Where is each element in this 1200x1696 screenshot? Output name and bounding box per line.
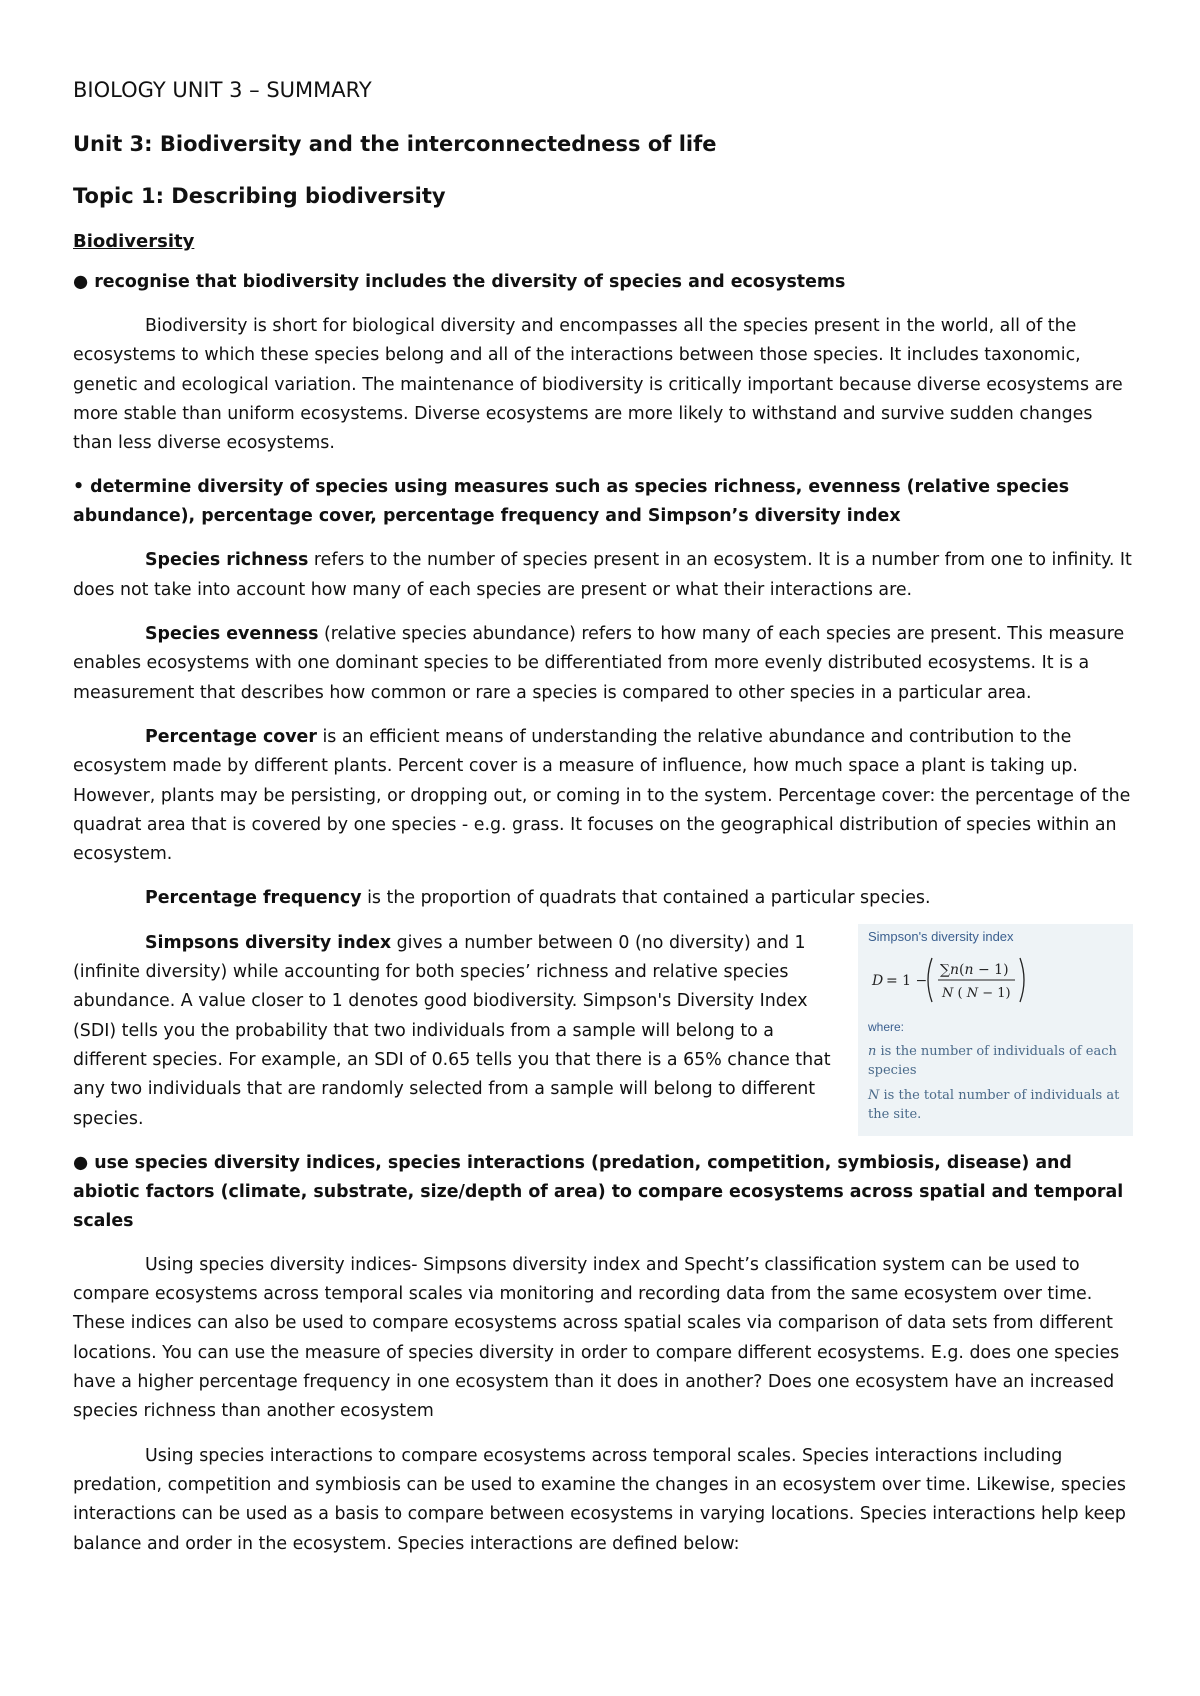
term-species-richness: Species richness bbox=[145, 550, 309, 571]
formula-equals-one-minus: = 1 − bbox=[886, 973, 928, 990]
simpson-formula-image bbox=[858, 924, 1133, 1136]
paragraph-diversity-indices: Using species diversity indices- Simpsons diversity index and Specht’s classification system can be used to compare ecosystems across temporal scales via monitoring and recording data from the same ecosystem over time. These indices can also be used to compare ecosystems across spatial scales via comparison of data sets from different locations. You can use the measure of species diversity in order to compare different ecosystems. E.g. does one species have a higher percentage frequency in one ecosystem than it does in another? Does one ecosystem have an increased species richness than another ecosystem bbox=[73, 1254, 1120, 1422]
document-title: BIOLOGY UNIT 3 – SUMMARY bbox=[73, 78, 372, 102]
paragraph-species-interactions: Using species interactions to compare ecosystems across temporal scales. Species interactions including predation, competition and symbiosis can be used to examine the changes in an ecosystem over time. Likewise, species interactions can be used as a basis to compare between ecosystems in varying locations. Species interactions help keep balance and order in the ecosystem. Species interactions are defined below: bbox=[73, 1445, 1126, 1554]
paragraph-biodiversity: Biodiversity is short for biological diversity and encompasses all the species present in the world, all of the ecosystems to which these species belong and all of the interactions between those species. It includes taxonomic, genetic and ecological variation. The maintenance of biodiversity is critically important because diverse ecosystems are more stable than uniform ecosystems. Diverse ecosystems are more likely to withstand and survive sudden changes than less diverse ecosystems. bbox=[73, 316, 1123, 454]
term-percentage-cover: Percentage cover bbox=[145, 726, 317, 747]
paragraph-species-richness bbox=[73, 546, 1133, 605]
formula-N-definition bbox=[868, 1086, 1126, 1124]
section-heading: Biodiversity bbox=[73, 231, 195, 252]
paragraph-species-evenness bbox=[73, 620, 1133, 708]
species-evenness-text: (relative species abundance) refers to how many of each species are present. This measure enables ecosystems with one dominant species to be differentiated from more evenly distributed ecosystems. It is a measurement that describes how common or rare a species is compared to other species in a particular area. bbox=[73, 624, 1125, 703]
paragraph-percentage-cover bbox=[73, 723, 1133, 869]
document-page bbox=[73, 72, 1133, 1574]
topic-heading: Topic 1: Describing biodiversity bbox=[73, 184, 446, 208]
formula-title: Simpson's diversity index bbox=[868, 929, 1014, 945]
bullet-point-3: ● use species diversity indices, species interactions (predation, competition, symbiosis, disease) and abiotic factors (climate, substrate, size/depth of area) to compare ecosystems across spatial and temporal scales bbox=[73, 1152, 1124, 1231]
term-species-evenness: Species evenness bbox=[145, 624, 319, 645]
formula-denominator: N ( N − 1) bbox=[942, 986, 1011, 1002]
formula-n-variable: n bbox=[868, 1044, 877, 1060]
formula-lhs: D bbox=[872, 973, 884, 990]
formula-numerator: ∑n(n − 1) bbox=[940, 962, 1009, 979]
formula-left-paren bbox=[928, 958, 932, 1002]
formula-where-label: where: bbox=[868, 1020, 905, 1035]
bullet-point-2: • determine diversity of species using measures such as species richness, evenness (relative species abundance), percentage cover, percentage frequency and Simpson’s diversity index bbox=[73, 477, 1070, 527]
unit-heading: Unit 3: Biodiversity and the interconnectedness of life bbox=[73, 132, 717, 156]
term-percentage-frequency: Percentage frequency bbox=[145, 888, 362, 909]
formula-n-definition bbox=[868, 1042, 1123, 1080]
formula-N-variable: N bbox=[868, 1088, 880, 1104]
formula-right-paren bbox=[1020, 958, 1024, 1002]
paragraph-percentage-frequency bbox=[73, 884, 1133, 913]
percentage-cover-text: is an efficient means of understanding the relative abundance and contribution to the ecosystem made by different plants. Percent cover is a measure of influence, how much space a plant is taking up. However, plants may be persisting, or dropping out, or coming in to the system. Percentage cover: the percentage of the quadrat area that is covered by one species - e.g. grass. It focuses on the geographical distribution of species within an ecosystem. bbox=[73, 726, 1131, 865]
formula-n-description: is the number of individuals of each species bbox=[868, 1044, 1117, 1079]
formula-N-description: is the total number of individuals at the site. bbox=[868, 1088, 1120, 1123]
simpson-formula-equation bbox=[870, 954, 1120, 1006]
percentage-frequency-text: is the proportion of quadrats that contained a particular species. bbox=[361, 888, 931, 909]
term-simpsons-index: Simpsons diversity index bbox=[145, 932, 392, 953]
paragraph-simpsons-index bbox=[73, 929, 843, 1134]
species-richness-text: refers to the number of species present in an ecosystem. It is a number from one to infinity. It does not take into account how many of each species are present or what their interactions are. bbox=[73, 550, 1132, 600]
bullet-point-1: ● recognise that biodiversity includes the diversity of species and ecosystems bbox=[73, 272, 846, 292]
simpsons-index-text: gives a number between 0 (no diversity) and 1 (infinite diversity) while accounting for both species’ richness and relative species abundance. A value closer to 1 denotes good biodiversity. Simpson's Diversity Index (SDI) tells you the probability that two individuals from a sample will belong to a different species. For example, an SDI of 0.65 tells you that there is a 65% chance that any two individuals that are randomly selected from a sample will belong to different species. bbox=[73, 932, 831, 1129]
simpson-section bbox=[73, 884, 1133, 1133]
